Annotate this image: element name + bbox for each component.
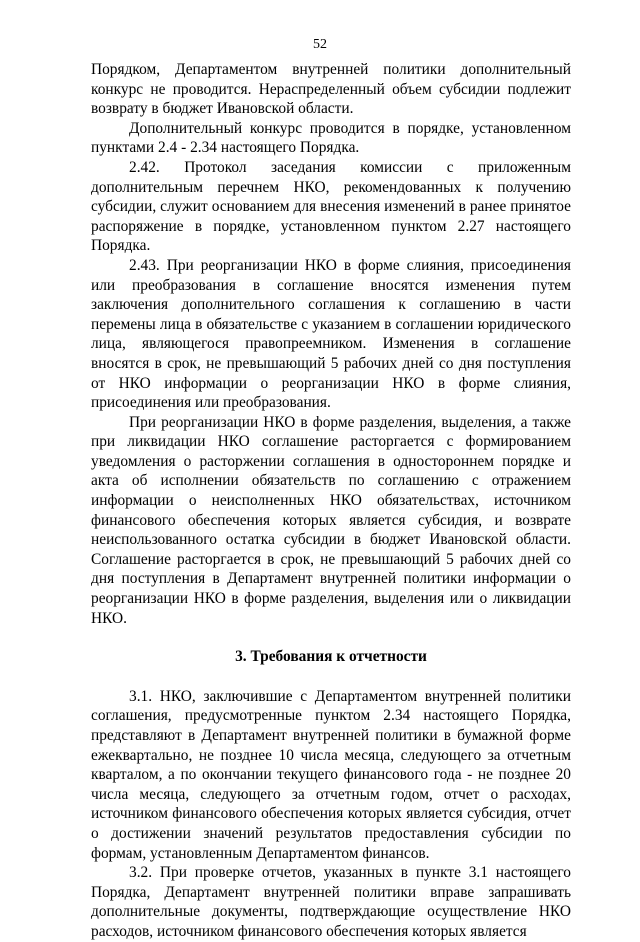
document-body [91,60,571,942]
paragraph-3-1: 3.1. НКО, заключившие с Департаментом внутренней политики соглашения, предусмотренные пунктом 2.34 настоящего Порядка, представляют в Департамент внутренней политики в бумажной форме ежеквартально, не позднее 10 числа месяца, следующего за отчетным кварталом, а по окончании текущего финансового года - не позднее 20 числа месяца, следующего за отчетным годом, отчет о расходах, источником финансового обеспечения которых является субсидия, отчет о достижении значений результатов предоставления субсидии по формам, установленным Департаментом финансов. [91,687,571,862]
page-number: 52 [313,37,327,52]
paragraph-additional-contest: Дополнительный конкурс проводится в порядке, установленном пунктами 2.4 - 2.34 настоящего Порядка. [91,119,571,157]
paragraph-reorganization: При реорганизации НКО в форме разделения, выделения, а также при ликвидации НКО соглашение расторгается с формированием уведомления о расторжении соглашения в одностороннем порядке и акта об исполнении обязательств по соглашению с отражением информации о неисполненных НКО обязательствах, источником финансового обеспечения которых является субсидия, и возврате неиспользованного остатка субсидии в бюджет Ивановской области. Соглашение расторгается в срок, не превышающий 5 рабочих дней со дня поступления в Департамент внутренней политики информации о реорганизации НКО в форме разделения, выделения или о ликвидации НКО. [91,413,571,627]
paragraph-2-43: 2.43. При реорганизации НКО в форме слияния, присоединения или преобразования в соглашение вносятся изменения путем заключения дополнительного соглашения к соглашению в части перемены лица в обязательстве с указанием в соглашении юридического лица, являющегося правопреемником. Изменения в соглашение вносятся в срок, не превышающий 5 рабочих дней со дня поступления от НКО информации о реорганизации НКО в форме слияния, присоединения или преобразования. [91,256,571,412]
section-heading: 3. Требования к отчетности [235,648,427,666]
paragraph-3-2: 3.2. При проверке отчетов, указанных в пункте 3.1 настоящего Порядка, Департамент внутренней политики вправе запрашивать дополнительные документы, подтверждающие осуществление НКО расходов, источником финансового обеспечения которых является [91,864,571,940]
paragraph-2-42: 2.42. Протокол заседания комиссии с приложенным дополнительным перечнем НКО, рекомендованных к получению субсидии, служит основанием для внесения изменений в ранее принятое распоряжение в порядке, установленном пунктом 2.27 настоящего Порядка. [91,158,571,255]
paragraph-continuation: Порядком, Департаментом внутренней политики дополнительный конкурс не проводится. Нераспределенный объем субсидии подлежит возврату в бюджет Ивановской области. [91,61,571,118]
